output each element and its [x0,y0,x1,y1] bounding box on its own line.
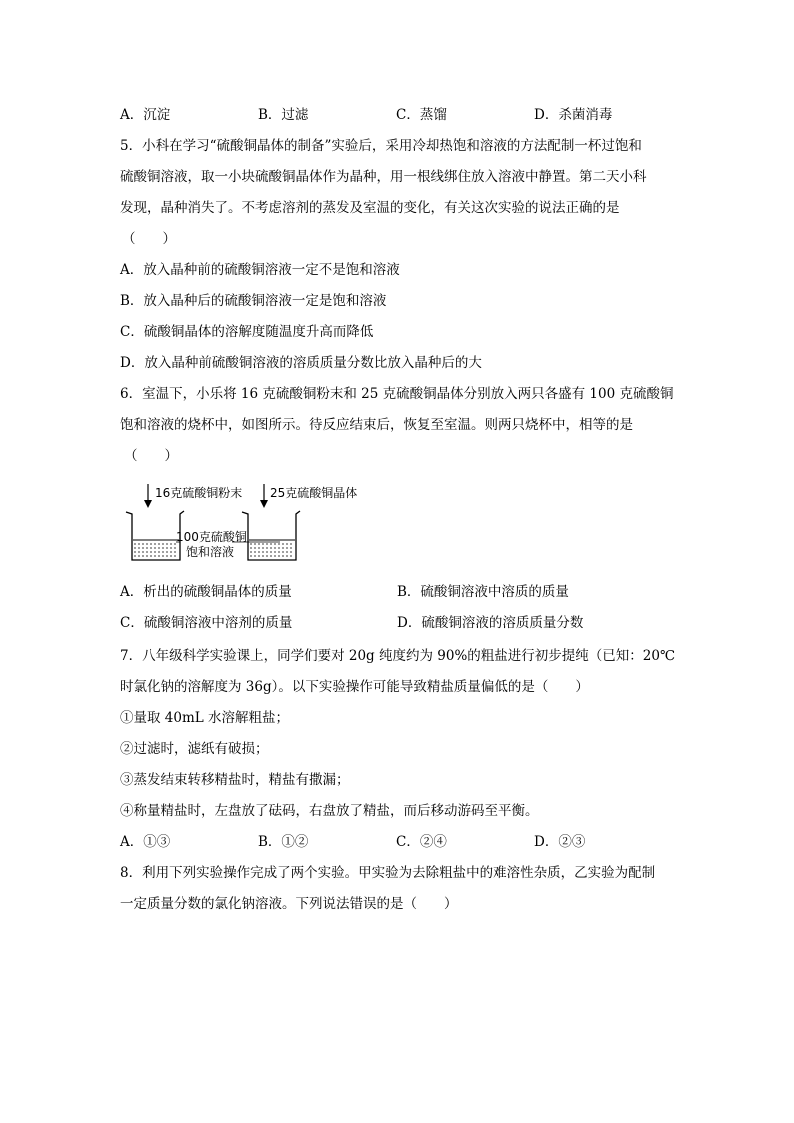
q6-option-a: A．析出的硫酸铜晶体的质量 [120,584,292,600]
q6-option-d: D．硫酸铜溶液的溶质质量分数 [397,615,584,631]
q7-item-2: ②过滤时，滤纸有破损； [120,741,269,757]
q7-option-b: B．①② [258,834,309,850]
q6-solution-label-2: 饱和溶液 [186,545,235,559]
q6-solution-label-1: 100克硫酸铜 [176,530,247,544]
q6-stem-line: 6．室温下，小乐将 16 克硫酸铜粉末和 25 克硫酸铜晶体分别放入两只各盛有 100 克硫酸铜 [120,386,674,402]
q4-option-c: C．蒸馏 [396,107,447,123]
q5-stem-line: 发现，晶种消失了。不考虑溶剂的蒸发及室温的变化，有关这次实验的说法正确的是 [120,200,620,216]
q6-left-label: 16克硫酸铜粉末 [155,486,243,500]
q7-option-d: D．②③ [534,834,586,850]
q7-item-4: ④称量精盐时，左盘放了砝码，右盘放了精盐，而后移动游码至平衡。 [120,803,539,819]
q5-option-d: D．放入晶种前硫酸铜溶液的溶质质量分数比放入晶种后的大 [120,355,482,371]
q7-option-c: C．②④ [396,834,447,850]
q5-option-c: C．硫酸铜晶体的溶解度随温度升高而降低 [120,324,374,340]
q5-option-a: A．放入晶种前的硫酸铜溶液一定不是饱和溶液 [120,262,400,278]
right-down-arrow [260,484,268,508]
q7-item-1: ①量取 40mL 水溶解粗盐； [120,710,290,726]
left-down-arrow [144,484,152,508]
q6-right-label: 25克硫酸铜晶体 [270,486,358,500]
q8-stem-line: 8．利用下列实验操作完成了两个实验。甲实验为去除粗盐中的难溶性杂质，乙实验为配制 [120,865,656,881]
q5-stem-line: 5．小科在学习“硫酸铜晶体的制备”实验后，采用冷却热饱和溶液的方法配制一杯过饱和 [120,138,642,154]
q4-option-b: B．过滤 [258,107,309,123]
q8-stem-line: 一定质量分数的氯化钠溶液。下列说法错误的是（ ） [120,896,458,912]
q6-stem-line: 饱和溶液的烧杯中，如图所示。待反应结束后，恢复至室温。则两只烧杯中，相等的是 [120,417,633,433]
q7-stem-line: 7．八年级科学实验课上，同学们要对 20g 纯度约为 90%的粗盐进行初步提纯（已知：20℃ [120,648,676,664]
q5-answer-bracket: （ ） [122,231,176,247]
q7-option-a: A．①③ [120,834,171,850]
q7-stem-line: 时氯化钠的溶解度为 36g）。以下实验操作可能导致精盐质量偏低的是（ ） [120,679,589,695]
q7-item-3: ③蒸发结束转移精盐时，精盐有撒漏； [120,772,350,788]
q5-option-b: B．放入晶种后的硫酸铜溶液一定是饱和溶液 [120,293,387,309]
q6-option-b: B．硫酸铜溶液中溶质的质量 [397,584,569,600]
right-beaker [242,511,300,560]
q5-stem-line: 硫酸铜溶液，取一小块硫酸铜晶体作为晶种，用一根线绑住放入溶液中静置。第二天小科 [120,169,647,185]
q4-option-a: A．沉淀 [120,107,171,123]
q6-option-c: C．硫酸铜溶液中溶剂的质量 [120,615,293,631]
q6-answer-bracket: （ ） [124,448,178,464]
q4-option-d: D．杀菌消毒 [534,107,613,123]
